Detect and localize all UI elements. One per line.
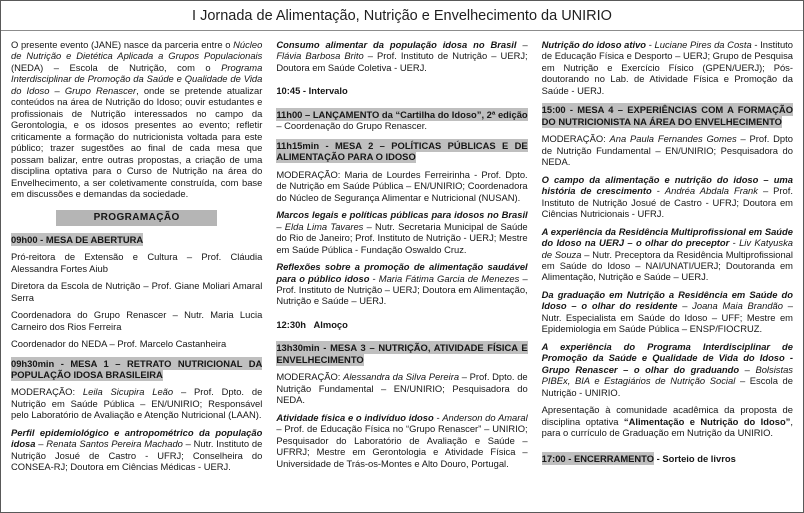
text-run: - xyxy=(369,272,379,284)
emphasis-text: Reflexões sobre a promoção de alimentação saudável para o público idoso xyxy=(276,261,528,284)
session-header xyxy=(11,358,262,381)
text-run: – Nutr. Secretaria Municipal de Saúde do Rio de Janeiro; Prof. Instituto de Nutrição - UERJ; Mestre em Saúde Pública - Fundação Oswaldo Cruz. xyxy=(276,220,528,255)
emphasis-text: Anderson do Amaral xyxy=(442,411,528,423)
paragraph xyxy=(542,39,793,96)
paragraph xyxy=(11,309,262,332)
paragraph xyxy=(542,133,793,167)
highlighted-text: 11h15min - MESA 2 – POLÍTICAS PÚBLICAS E DE ALIMENTAÇÃO PARA O IDOSO xyxy=(276,139,528,163)
paragraph xyxy=(11,251,262,274)
text-run: - Sorteio de livros xyxy=(654,452,736,464)
text-run: – Prof. Instituto de Nutrição Josué de Castro - UFRJ; Doutora em Ciências Nutricionais - UFRJ. xyxy=(541,185,793,220)
text-run: – Prof. Instituto de Nutrição – UERJ; Doutora em Alimentação, Nutrição e Saúde – UERJ. xyxy=(276,272,528,307)
emphasis-text: Nutrição do idoso ativo xyxy=(541,39,647,50)
paragraph xyxy=(11,386,262,420)
text-run: MODERAÇÃO: xyxy=(11,386,83,398)
paragraph xyxy=(542,174,793,220)
text-run: – xyxy=(739,363,756,375)
text-run: “Alimentação e Nutrição do Idoso” xyxy=(623,415,791,427)
paragraph xyxy=(276,39,527,73)
text-run: Apresentação à comunidade acadêmica da proposta de disciplina optativa xyxy=(541,404,793,427)
text-run: - xyxy=(433,411,443,423)
text-run: Coordenadora do Grupo Renascer – Nutr. Maria Lucia Carneiro dos Rios Ferreira xyxy=(11,309,263,332)
text-run: Coordenador do NEDA – Prof. Marcelo Castanheira xyxy=(11,338,227,350)
highlighted-text: 11h00 – LANÇAMENTO da “Cartilha do Idoso”, 2ª edição xyxy=(276,108,528,120)
emphasis-text: Joana Maia Brandão xyxy=(692,300,783,312)
column-middle xyxy=(276,39,527,479)
emphasis-text: A experiência da Residência Multiprofissional em Saúde do Idoso na UERJ – o olhar do preceptor xyxy=(541,225,793,249)
text-run: – Prof. Instituto de Nutrição – UERJ; Doutora em Saúde Coletiva - UERJ. xyxy=(276,50,528,73)
text-run: , para o currículo de Graduação em Nutrição da UNIRIO. xyxy=(541,415,793,439)
emphasis-text: Consumo alimentar da população idosa no Brasil xyxy=(276,39,517,50)
text-run: – Prof. Dpto de Nutrição Fundamental – EN/UNIRIO; Pesquisadora do NEDA. xyxy=(541,133,793,168)
text-run: - xyxy=(651,185,665,197)
columns-container xyxy=(1,31,803,479)
emphasis-text: Renata Santos Pereira Machado xyxy=(46,438,183,450)
programacao-heading: PROGRAMAÇÃO xyxy=(56,210,217,226)
emphasis-text: Programa Interdisciplinar de Promoção da Saúde e Qualidade de Vida do Idoso – Grupo Renascer xyxy=(11,61,263,96)
paragraph xyxy=(542,289,793,335)
paragraph xyxy=(11,39,262,200)
text-run: – Nutr. Preceptora da Residência Multiprofissional em Saúde do Idoso – NAI/UNATI/UERJ; Doutoranda em Alimentação, Nutrição e Saúde – UERJ. xyxy=(541,248,793,283)
paragraph xyxy=(542,404,793,438)
text-run: Diretora da Escola de Nutrição – Prof. Giane Moliari Amaral Serra xyxy=(11,280,263,303)
session-header xyxy=(276,342,527,365)
column-left xyxy=(11,39,262,479)
text-run: 12:30h Almoço xyxy=(276,318,348,330)
text-run: MODERAÇÃO: xyxy=(541,133,610,145)
session-header xyxy=(276,140,527,163)
text-run: – Prof. Dpto. de Nutrição Fundamental – EN/UNIRIO; Pesquisadora do NEDA. xyxy=(276,371,528,406)
highlighted-text: 09h00 - MESA DE ABERTURA xyxy=(11,233,144,245)
emphasis-text: Elda Lima Tavares xyxy=(284,220,364,232)
text-run: - xyxy=(646,39,655,50)
text-run: – Escola de Nutrição - UNIRIO. xyxy=(541,375,793,398)
paragraph xyxy=(276,109,527,132)
text-run: – xyxy=(516,39,528,50)
text-run: – xyxy=(276,220,285,232)
paragraph xyxy=(276,209,527,255)
emphasis-text: Da graduação em Nutrição a Residência em Saúde do Idoso – o olhar do residente xyxy=(541,288,793,312)
emphasis-text: O campo da alimentação e nutrição do idoso – uma história de crescimento xyxy=(541,173,793,197)
text-run: – xyxy=(35,438,47,450)
paragraph xyxy=(542,226,793,283)
paragraph xyxy=(276,412,527,469)
emphasis-text: Flávia Barbosa Brito xyxy=(276,50,364,62)
emphasis-text: Núcleo de Nutrição e Dietética Aplicada a Grupos Populacionais xyxy=(11,39,263,62)
text-run: Pró-reitora de Extensão e Cultura – Prof. Cláudia Alessandra Fortes Aiub xyxy=(11,251,263,274)
emphasis-text: Andréa Abdala Frank xyxy=(664,185,758,197)
session-header xyxy=(11,234,262,245)
text-run: - xyxy=(729,237,740,249)
text-run: - Instituto de Educação Física e Desporto – UERJ; Grupo de Pesquisa em Nutrição e Exercício Físico (GPEN/UERJ); Pós-doutorando no Lab. de Atividade Física e Promoção da Saúde - UERJ. xyxy=(541,39,793,96)
time-entry xyxy=(276,319,527,330)
text-run: (NEDA) – Escola de Nutrição, com o xyxy=(11,61,222,73)
emphasis-text: Alessandra da Silva Pereira xyxy=(343,371,460,383)
emphasis-text: Leila Sicupira Leão xyxy=(82,386,174,398)
paragraph xyxy=(11,280,262,303)
highlighted-text: 15:00 - MESA 4 – EXPERIÊNCIAS COM A FORMAÇÃO DO NUTRICIONISTA NA ÁREA DO ENVELHECIMENTO xyxy=(541,104,793,127)
page-title: I Jornada de Alimentação, Nutrição e Envelhecimento da UNIRIO xyxy=(1,1,803,31)
text-run: – Prof. Dpto. de Nutrição em Saúde Pública – EN/UNIRIO; Responsável pelo Laboratório de Avaliação e Atenção Nutricional (LAAN). xyxy=(11,386,263,421)
text-run: MODERAÇÃO: xyxy=(276,371,344,383)
text-run: 10:45 - Intervalo xyxy=(276,85,348,97)
paragraph xyxy=(11,338,262,349)
paragraph xyxy=(542,341,793,398)
text-run: – Prof. de Educação Física no “Grupo Renascer” – UNIRIO; Pesquisador do Laboratório de Avaliação e Saúde – UFRRJ; Mestre em Gerontologia e Atividade Física – Universidade de Trás-os-Montes e Alto Douro, Portugal. xyxy=(276,423,528,469)
text-run: O presente evento (JANE) nasce da parceria entre o xyxy=(11,39,234,50)
emphasis-text: Liv Katyuska de Souza xyxy=(541,237,793,260)
highlighted-text: 09h30min - MESA 1 – RETRATO NUTRICIONAL DA POPULAÇÃO IDOSA BRASILEIRA xyxy=(11,357,263,380)
text-run: – xyxy=(677,300,693,312)
paragraph xyxy=(276,169,527,203)
emphasis-text: Bolsistas PIBEx, BIA e Estagiários de Nutrição Social xyxy=(541,363,793,387)
emphasis-text: Marcos legais e políticas públicas para idosos no Brasil xyxy=(276,209,528,221)
emphasis-text: Maria Fátima Garcia de Menezes xyxy=(378,272,520,284)
paragraph xyxy=(276,261,527,307)
session-header xyxy=(542,104,793,127)
text-run: – Nutr. Instituto de Nutrição Josué de Castro - UFRJ; Conselheira do CONSEA-RJ; Doutora em Ciências Médicas - UERJ. xyxy=(11,438,263,473)
emphasis-text: A experiência do Programa Interdisciplinar de Promoção da Saúde e Qualidade de Vida do Idoso - Grupo Renascer – o olhar do graduando xyxy=(541,340,793,375)
text-run: – Nutr. Especialista em Saúde do Idoso – UFF; Mestre em Epidemiologia em Saúde Pública – ENSP/FIOCRUZ. xyxy=(541,300,793,335)
text-run: , onde se pretende atualizar conteúdos na área de Nutrição do Idoso; ouvir estudantes e profissionais de Nutrição interessados no campo da Gerontologia, e os idosos presentes ao evento; refletir criticamente a formação do nutricionista voltada para este público; trazer sugestões ao final de cada mesa que possam balizar, entre outras propostas, a criação de uma disciplina optativa para o Curso de Nutrição na área do Envelhecimento, a ser coletivamente construída, com base em discussões e demandas da sociedade. xyxy=(11,84,263,200)
highlighted-text: 17:00 - ENCERRAMENTO xyxy=(541,452,655,464)
time-entry xyxy=(276,85,527,96)
emphasis-text: Ana Paula Fernandes Gomes xyxy=(609,133,737,145)
emphasis-text: Perfil epidemiológico e antropométrico da população idosa xyxy=(11,426,263,450)
paragraph xyxy=(276,371,527,405)
emphasis-text: Atividade física e o indivíduo idoso xyxy=(276,411,434,423)
emphasis-text: Luciane Pires da Costa xyxy=(654,39,752,50)
text-run: – Coordenação do Grupo Renascer. xyxy=(276,120,427,132)
text-run: MODERAÇÃO: Maria de Lourdes Ferreirinha - Prof. Dpto. de Nutrição em Saúde Pública – EN/UNIRIO; Coordenadora do Núcleo de Segurança Alimentar e Nutricional (NUSAN). xyxy=(276,168,528,203)
highlighted-text: 13h30min - MESA 3 – NUTRIÇÃO, ATIVIDADE FÍSICA E ENVELHECIMENTO xyxy=(276,342,528,365)
column-right xyxy=(542,39,793,479)
paragraph xyxy=(11,427,262,473)
closing-entry xyxy=(542,453,793,464)
